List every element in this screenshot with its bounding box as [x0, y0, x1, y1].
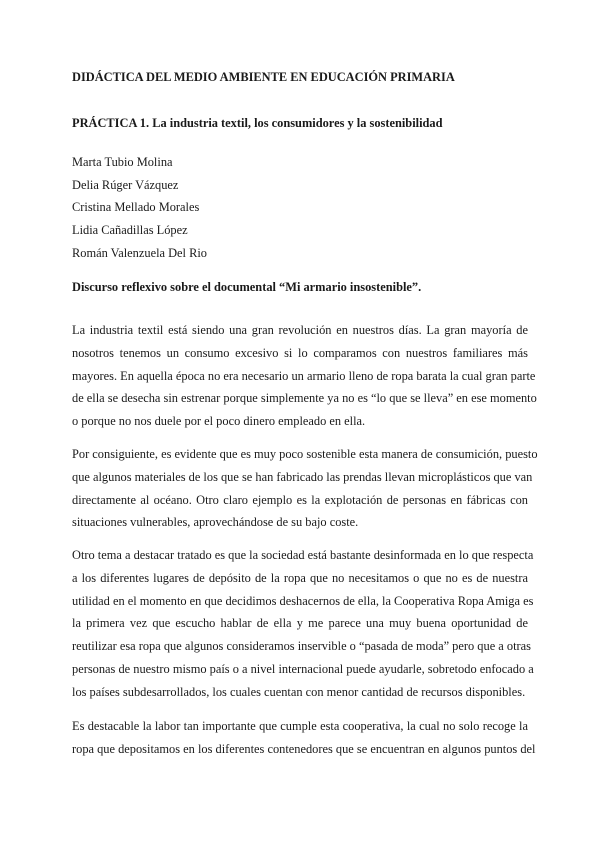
paragraph: [72, 547, 534, 707]
author-name: Lidia Cañadillas López: [72, 223, 188, 238]
text-line: Es destacable la labor tan importante que cumple esta cooperativa, la cual no solo recoge la: [72, 719, 528, 733]
paragraph: [72, 322, 537, 436]
section-heading: Discurso reflexivo sobre el documental “Mi armario insostenible”.: [72, 280, 422, 294]
text-line: Otro tema a destacar tratado es que la sociedad está bastante desinformada en lo que respecta: [72, 548, 534, 562]
text-line: La industria textil está siendo una gran revolución en nuestros días. La gran mayoría de: [72, 323, 528, 337]
document-subtitle: PRÁCTICA 1. La industria textil, los consumidores y la sostenibilidad: [72, 116, 443, 130]
text-line: de ella se desecha sin estrenar porque simplemente ya no es “lo que se lleva” en ese momento: [72, 391, 537, 406]
text-line: ropa que depositamos en los diferentes contenedores que se encuentran en algunos puntos del: [72, 741, 536, 756]
text-line: que algunos materiales de los que se han fabricado las prendas llevan microplásticos que van: [72, 469, 533, 484]
text-line: o porque no nos duele por el poco dinero empleado en ella.: [72, 414, 366, 429]
text-line: la primera vez que escucho hablar de ella y me parece una muy buena oportunidad de: [72, 616, 528, 631]
document-title: DIDÁCTICA DEL MEDIO AMBIENTE EN EDUCACIÓN PRIMARIA: [72, 70, 455, 84]
paragraph: [72, 446, 538, 537]
author-name: Cristina Mellado Morales: [72, 200, 200, 215]
text-line: utilidad en el momento en que decidimos deshacernos de ella, la Cooperativa Ropa Amiga es: [72, 593, 534, 608]
text-line: personas de nuestro mismo país o a nivel internacional puede ayudarle, sobretodo enfocado a: [72, 661, 534, 676]
text-line: directamente al océano. Otro claro ejemplo es la explotación de personas en fábricas con: [72, 492, 528, 507]
text-line: a los diferentes lugares de depósito de la ropa que no necesitamos o que no es de nuestra: [72, 570, 528, 585]
author-list: [72, 154, 207, 267]
text-line: situaciones vulnerables, aprovechándose de su bajo coste.: [72, 515, 359, 530]
author-name: Marta Tubio Molina: [72, 155, 173, 169]
author-name: Delia Rúger Vázquez: [72, 177, 179, 192]
text-line: nosotros tenemos un consumo excesivo si lo comparamos con nuestros familiares más: [72, 345, 528, 360]
text-line: reutilizar esa ropa que algunos consideramos inservible o “pasada de moda” pero que a otras: [72, 639, 531, 654]
text-line: los países subdesarrollados, los cuales cuentan con menor cantidad de recursos disponibles.: [72, 684, 526, 699]
text-line: Por consiguiente, es evidente que es muy poco sostenible esta manera de consumición, puesto: [72, 447, 538, 461]
text-line: mayores. En aquella época no era necesario un armario lleno de ropa barata la cual gran parte: [72, 368, 536, 383]
paragraph: [72, 718, 536, 764]
author-name: Román Valenzuela Del Rio: [72, 245, 208, 260]
